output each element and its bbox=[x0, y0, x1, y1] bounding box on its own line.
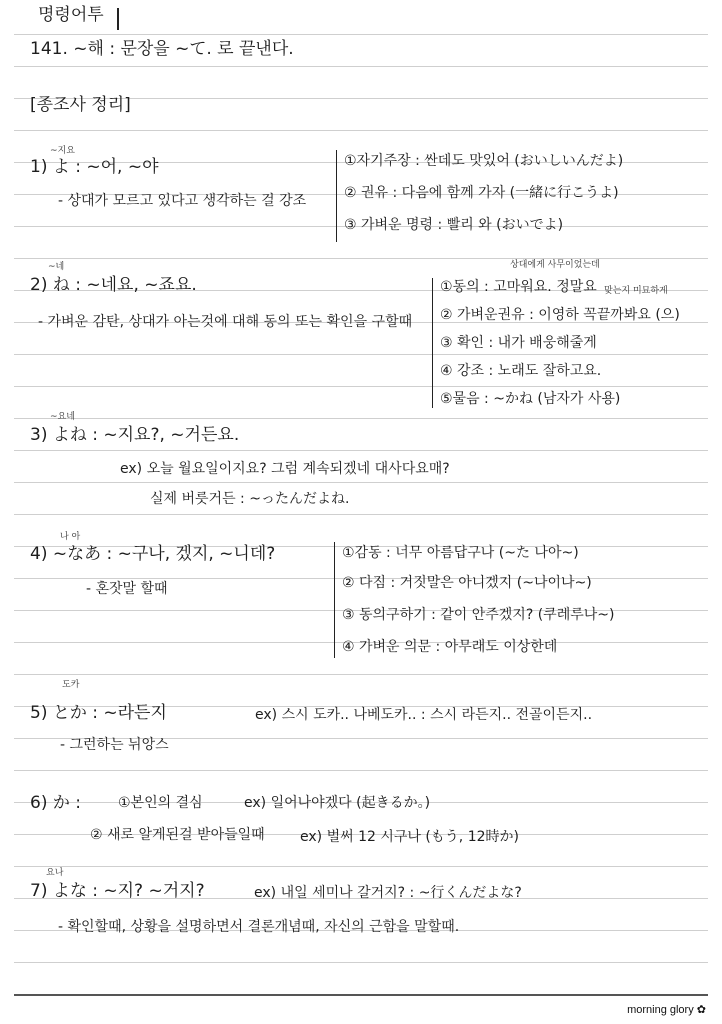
s5-note: - 그런하는 뉘앙스 bbox=[60, 737, 169, 753]
ruled-line bbox=[14, 418, 708, 419]
s6-heading: 6) か : bbox=[30, 793, 81, 813]
s1-heading: 1) よ : ~어, ~야 bbox=[30, 157, 159, 177]
s3-example-2: 실제 버릇거든 : ~ったんだよね. bbox=[150, 491, 350, 507]
ruled-line bbox=[14, 34, 708, 35]
s6-example-1: ex) 일어나야겠다 (起きるか。) bbox=[244, 795, 431, 811]
s6-example-2: ex) 벌써 12 시구나 (もう, 12時か) bbox=[300, 829, 519, 845]
s6-item-1: ①본인의 결심 bbox=[118, 795, 203, 811]
s5-example: ex) 스시 도카.. 나베도카.. : 스시 라든지.. 전골이든지.. bbox=[255, 707, 593, 723]
ruled-line bbox=[14, 482, 708, 483]
ruled-line bbox=[14, 66, 708, 67]
ruled-line bbox=[14, 450, 708, 451]
s5-annot: 도카 bbox=[62, 680, 80, 690]
s2-annot-right: 맞는지 미묘하게 bbox=[604, 286, 668, 296]
s2-item-3: ③ 확인 : 내가 배웅해줄게 bbox=[440, 335, 597, 351]
ruled-line bbox=[14, 962, 708, 963]
s2-brace bbox=[432, 278, 433, 408]
ruled-line bbox=[14, 514, 708, 515]
s2-item-2: ② 가벼운권유 : 이영하 꼭끝까봐요 (으) bbox=[440, 307, 680, 323]
s2-item-4: ④ 강조 : 노래도 잘하고요. bbox=[440, 363, 602, 379]
bottom-rule bbox=[14, 994, 708, 996]
s4-item-4: ④ 가벼운 의문 : 아무래도 이상한데 bbox=[342, 639, 558, 655]
s1-brace bbox=[336, 150, 337, 242]
s1-item-1: ①자기주장 : 싼데도 맛있어 (おいしいんだよ) bbox=[344, 153, 624, 169]
s4-item-2: ② 다짐 : 거짓말은 아니겠지 (~나이나~) bbox=[342, 575, 592, 591]
s4-brace bbox=[334, 542, 335, 658]
s1-note: - 상대가 모르고 있다고 생각하는 걸 강조 bbox=[58, 193, 307, 209]
s3-annot: ~요네 bbox=[50, 412, 75, 422]
section-title: [종조사 정리] bbox=[30, 95, 131, 115]
s2-heading: 2) ね : ~네요, ~죠요. bbox=[30, 275, 197, 295]
s4-item-1: ①감동 : 너무 아름답구나 (~た 나아~) bbox=[342, 545, 579, 561]
header-title: 명령어투 bbox=[38, 5, 104, 25]
s3-heading: 3) よね : ~지요?, ~거든요. bbox=[30, 425, 240, 445]
s6-item-2: ② 새로 알게된걸 받아들일때 bbox=[90, 827, 265, 843]
s5-heading: 5) とか : ~라든지 bbox=[30, 703, 167, 723]
line-141: 141. ~해 : 문장을 ~て. 로 끝낸다. bbox=[30, 39, 294, 59]
ruled-line bbox=[14, 258, 708, 259]
header-divider bbox=[117, 8, 119, 30]
s2-annot: ~네 bbox=[48, 262, 65, 272]
ruled-line bbox=[14, 386, 708, 387]
s7-annot: 요나 bbox=[46, 868, 64, 878]
ruled-line bbox=[14, 770, 708, 771]
ruled-line bbox=[14, 130, 708, 131]
s1-item-3: ③ 가벼운 명령 : 빨리 와 (おいでよ) bbox=[344, 217, 564, 233]
s2-item-1: ①동의 : 고마워요. 정말요 bbox=[440, 279, 597, 295]
ruled-line bbox=[14, 866, 708, 867]
brand-label: morning glory bbox=[627, 1004, 694, 1016]
s7-note: - 확인할때, 상황을 설명하면서 결론개념때, 자신의 근함을 말할때. bbox=[58, 919, 460, 935]
s2-note: - 가벼운 감탄, 상대가 아는것에 대해 동의 또는 확인을 구할때 bbox=[38, 314, 413, 330]
s4-heading: 4) ~なあ : ~구나, 겠지, ~니데? bbox=[30, 544, 276, 564]
s3-example-1: ex) 오늘 월요일이지요? 그럼 계속되겠네 대사다요매? bbox=[120, 461, 450, 477]
ruled-line bbox=[14, 674, 708, 675]
s7-heading: 7) よな : ~지? ~거지? bbox=[30, 881, 205, 901]
s7-example: ex) 내일 세미나 갈거지? : ~行くんだよな? bbox=[254, 885, 522, 901]
s4-item-3: ③ 동의구하기 : 같이 안주겠지? (쿠레루나~) bbox=[342, 607, 615, 623]
s1-annot: ~지요 bbox=[50, 146, 75, 156]
flower-icon: ✿ bbox=[696, 1004, 706, 1016]
s4-note: - 혼잣말 할때 bbox=[86, 581, 168, 597]
brand-footer bbox=[627, 1003, 706, 1016]
s1-item-2: ② 권유 : 다음에 함께 가자 (一緒に行こうよ) bbox=[344, 185, 619, 201]
s2-annot-top: 상대에게 사무이었는데 bbox=[510, 260, 600, 270]
s2-item-5: ⑤물음 : ~かね (남자가 사용) bbox=[440, 391, 621, 407]
s4-annot: 나 아 bbox=[60, 532, 81, 542]
ruled-line bbox=[14, 354, 708, 355]
